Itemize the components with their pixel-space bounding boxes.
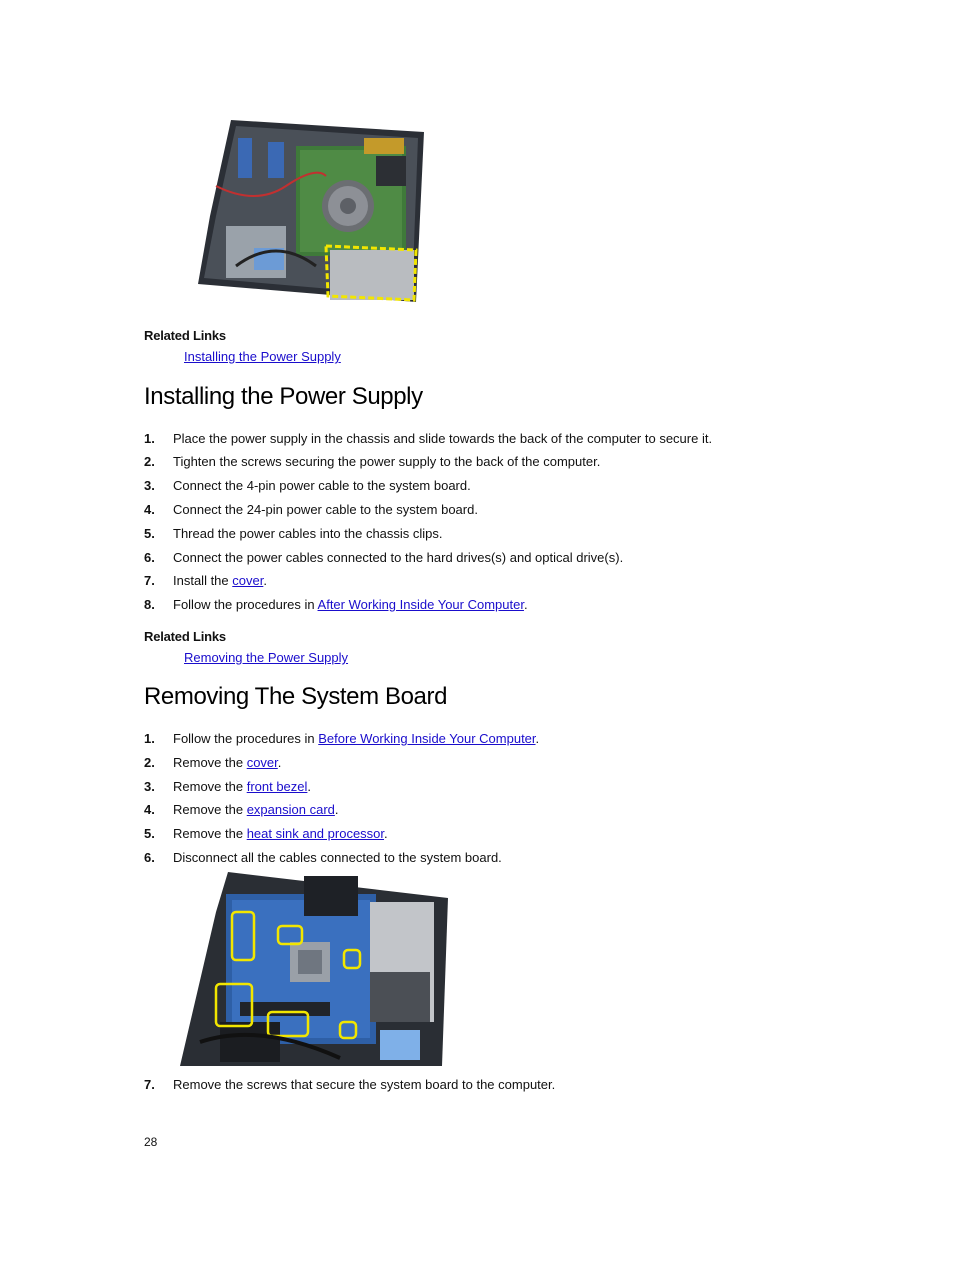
system-board-cables-photo — [180, 872, 450, 1066]
link-expansion-card[interactable]: expansion card — [246, 802, 335, 817]
step-number: 8. — [144, 597, 155, 612]
step-text: Connect the 24-pin power cable to the system board. — [173, 502, 478, 517]
step-text: Remove the — [173, 826, 247, 841]
related-link-removing-power-supply[interactable]: Removing the Power Supply — [184, 650, 349, 665]
step-text-suffix: . — [263, 573, 267, 588]
step-number: 3. — [144, 779, 155, 794]
step-text: Remove the — [173, 779, 247, 794]
step-text-suffix: . — [535, 731, 540, 746]
step-number: 5. — [144, 826, 155, 841]
step-text: Disconnect all the cables connected to the system board. — [173, 850, 502, 865]
link-front-bezel[interactable]: front bezel — [246, 779, 308, 794]
step-text: Connect the power cables connected to the hard drives(s) and optical drive(s). — [173, 550, 624, 565]
step-text: Install the — [173, 573, 233, 588]
step-number: 6. — [144, 850, 155, 865]
section-heading-installing-power-supply: Installing the Power Supply — [144, 383, 423, 410]
step-text-suffix: . — [523, 597, 528, 612]
link-before-working-inside[interactable]: Before Working Inside Your Computer — [318, 731, 536, 746]
step-number: 7. — [144, 573, 155, 588]
step-text: Follow the procedures in — [173, 597, 318, 612]
link-heat-sink-processor[interactable]: heat sink and processor — [246, 826, 385, 841]
step-number: 1. — [144, 431, 155, 446]
step-number: 1. — [144, 731, 155, 746]
section-heading-removing-system-board: Removing The System Board — [144, 683, 448, 710]
step-number: 2. — [144, 755, 155, 770]
step-text-suffix: . — [307, 779, 312, 794]
step-text: Follow the procedures in — [173, 731, 319, 746]
step-number: 2. — [144, 454, 155, 469]
related-links-title: Related Links — [144, 328, 226, 343]
step-text: Remove the — [173, 755, 247, 770]
step-number: 7. — [144, 1077, 155, 1092]
step-text-suffix: . — [334, 802, 339, 817]
step-text: Remove the screws that secure the system board to the computer. — [173, 1077, 556, 1092]
link-cover[interactable]: cover — [232, 573, 264, 588]
step-number: 3. — [144, 478, 155, 493]
step-number: 5. — [144, 526, 155, 541]
link-after-working-inside[interactable]: After Working Inside Your Computer — [317, 597, 524, 612]
step-text: Connect the 4-pin power cable to the system board. — [173, 478, 471, 493]
step-number: 4. — [144, 502, 155, 517]
link-cover[interactable]: cover — [246, 755, 278, 770]
step-number: 4. — [144, 802, 155, 817]
related-link-installing-power-supply[interactable]: Installing the Power Supply — [184, 349, 341, 364]
chassis-power-supply-photo — [176, 116, 466, 314]
step-number: 6. — [144, 550, 155, 565]
related-links-title: Related Links — [144, 629, 226, 644]
step-text-suffix: . — [384, 826, 388, 841]
step-text: Remove the — [173, 802, 247, 817]
step-text: Tighten the screws securing the power supply to the back of the computer. — [173, 454, 601, 469]
step-text-suffix: . — [277, 755, 282, 770]
step-text: Thread the power cables into the chassis clips. — [173, 526, 443, 541]
step-text: Place the power supply in the chassis and slide towards the back of the computer to secure it. — [173, 431, 713, 446]
page-number: 28 — [144, 1135, 158, 1149]
